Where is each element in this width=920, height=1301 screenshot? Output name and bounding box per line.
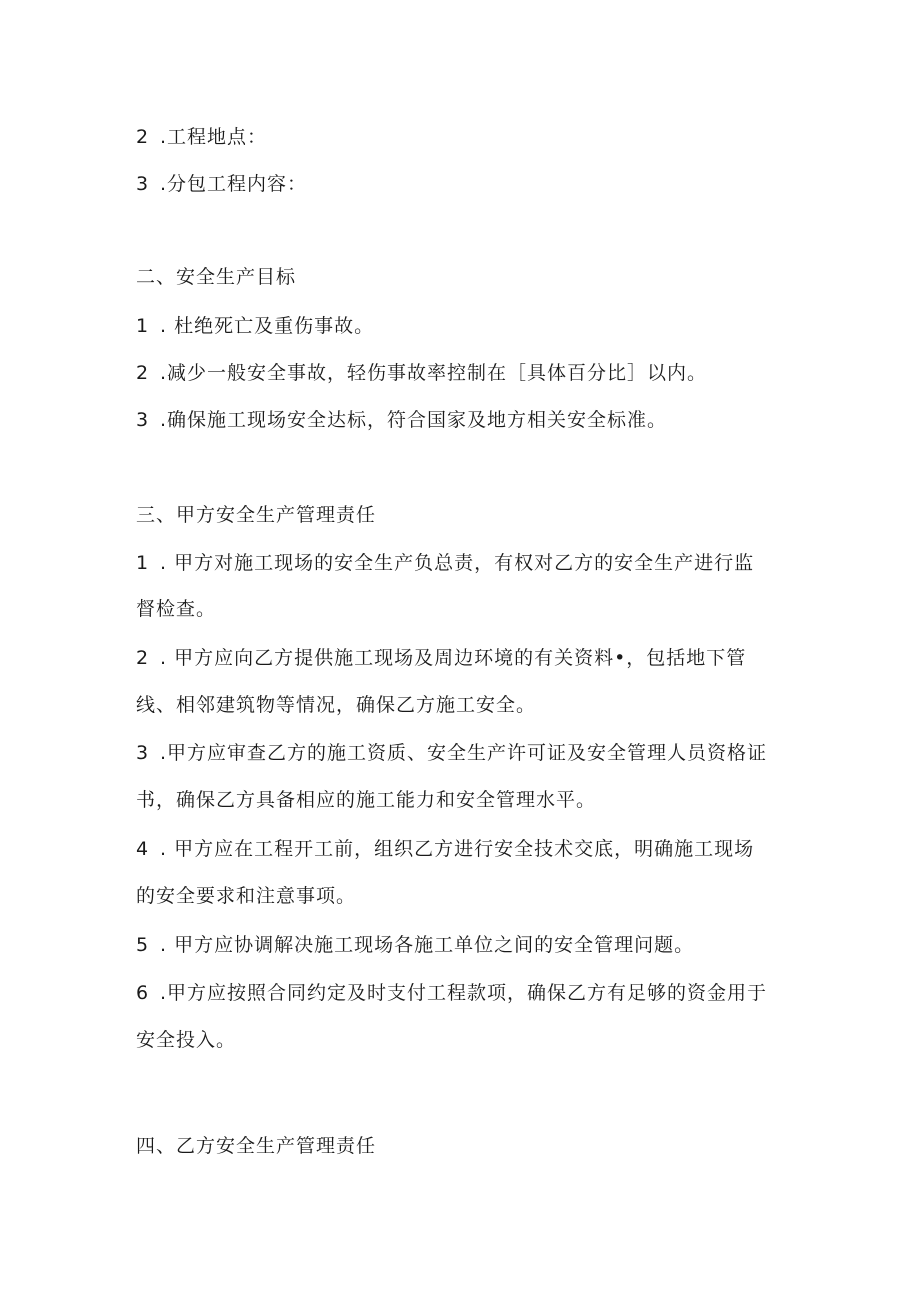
safety-goal-item xyxy=(136,313,374,339)
item-number: 2 xyxy=(136,126,150,148)
item-number: 1 xyxy=(136,315,150,337)
item-text: .工程地点： xyxy=(160,126,268,148)
section-heading-safety-goals: 二、安全生产目标 xyxy=(136,266,297,288)
item-number: 5 xyxy=(136,934,150,956)
party-a-item xyxy=(136,740,767,766)
party-a-item-continuation: 的安全要求和注意事项。 xyxy=(136,885,357,907)
safety-goal-item xyxy=(136,360,707,386)
project-item-content xyxy=(136,171,307,197)
party-a-item xyxy=(136,836,754,862)
party-a-item-continuation: 线、相邻建筑物等情况，确保乙方施工安全。 xyxy=(136,694,537,716)
item-text: .甲方应审查乙方的施工资质、安全生产许可证及安全管理人员资格证 xyxy=(160,742,768,764)
party-a-item-continuation: 书，确保乙方具备相应的施工能力和安全管理水平。 xyxy=(136,789,597,811)
item-text: .甲方应按照合同约定及时支付工程款项，确保乙方有足够的资金用于 xyxy=(160,982,768,1004)
item-number: 2 xyxy=(136,362,150,384)
party-a-item-continuation: 安全投入。 xyxy=(136,1029,237,1051)
item-text: . 杜绝死亡及重伤事故。 xyxy=(160,315,375,337)
item-number: 1 xyxy=(136,552,150,574)
item-text: .确保施工现场安全达标，符合国家及地方相关安全标准。 xyxy=(160,409,668,431)
item-text: . 甲方应在工程开工前，组织乙方进行安全技术交底，明确施工现场 xyxy=(160,838,755,860)
item-text: .分包工程内容： xyxy=(160,173,308,195)
item-text: . 甲方应向乙方提供施工现场及周边环境的有关资料•，包括地下管 xyxy=(160,647,747,669)
party-a-item xyxy=(136,980,767,1006)
party-a-item-continuation: 督检查。 xyxy=(136,598,217,620)
item-number: 4 xyxy=(136,838,150,860)
project-item-location xyxy=(136,124,267,150)
section-heading-party-b-responsibility: 四、乙方安全生产管理责任 xyxy=(136,1135,377,1157)
party-a-item xyxy=(136,550,754,576)
item-number: 3 xyxy=(136,742,150,764)
item-text: . 甲方对施工现场的安全生产负总责，有权对乙方的安全生产进行监 xyxy=(160,552,755,574)
party-a-item xyxy=(136,645,746,671)
party-a-item xyxy=(136,932,694,958)
item-number: 3 xyxy=(136,173,150,195)
item-text: .减少一般安全事故，轻伤事故率控制在［具体百分比］以内。 xyxy=(160,362,708,384)
safety-goal-item xyxy=(136,407,667,433)
section-heading-party-a-responsibility: 三、甲方安全生产管理责任 xyxy=(136,504,377,526)
item-number: 6 xyxy=(136,982,150,1004)
item-number: 2 xyxy=(136,647,150,669)
item-number: 3 xyxy=(136,409,150,431)
item-text: . 甲方应协调解决施工现场各施工单位之间的安全管理问题。 xyxy=(160,934,695,956)
